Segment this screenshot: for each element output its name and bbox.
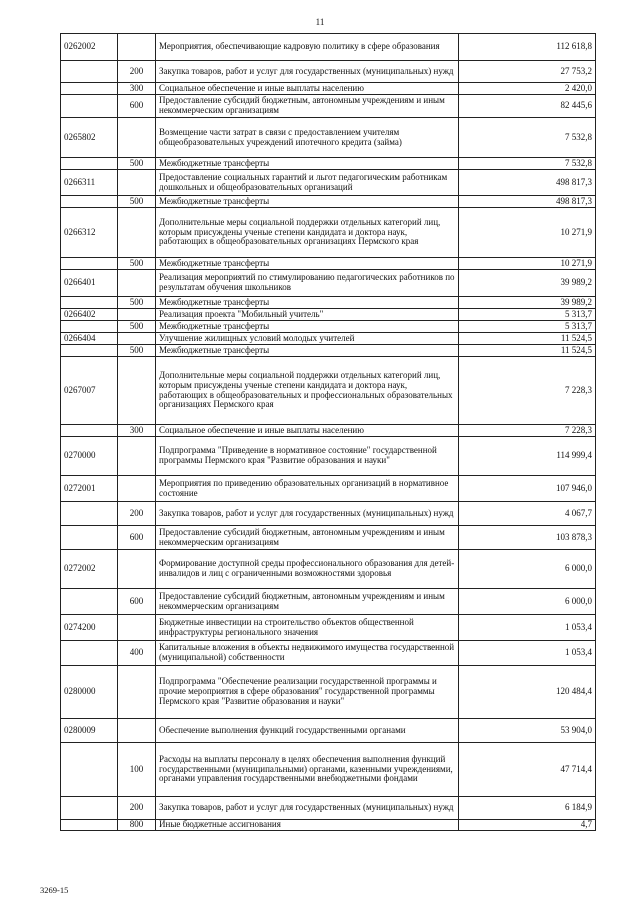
row-amount: 6 000,0 <box>459 550 596 589</box>
row-amount: 5 313,7 <box>459 321 596 333</box>
row-code <box>61 83 118 95</box>
row-code <box>61 61 118 83</box>
row-amount: 11 524,5 <box>459 333 596 345</box>
table-row <box>61 502 596 526</box>
table-row <box>61 666 596 719</box>
row-code: 0267007 <box>61 357 118 425</box>
row-amount: 10 271,9 <box>459 208 596 258</box>
row-name: Предоставление субсидий бюджетным, автономным учреждениям и иным некоммерческим организациям <box>156 526 459 550</box>
row-amount: 498 817,3 <box>459 196 596 208</box>
row-code <box>61 502 118 526</box>
row-name: Реализация проекта "Мобильный учитель" <box>156 309 459 321</box>
table-row <box>61 550 596 589</box>
page-number: 11 <box>315 17 325 27</box>
table-row <box>61 641 596 666</box>
row-code <box>61 425 118 437</box>
expense-type: 200 <box>118 797 156 820</box>
row-name: Расходы на выплаты персоналу в целях обеспечения выполнения функций государственными (муниципальными) органами, казенными учреждениями, органами управления государственными внебюджетными фондами <box>156 743 459 797</box>
row-code <box>61 297 118 309</box>
row-amount: 6 184,9 <box>459 797 596 820</box>
row-amount: 112 618,8 <box>459 34 596 61</box>
row-amount: 10 271,9 <box>459 258 596 270</box>
row-code <box>61 526 118 550</box>
table-row <box>61 425 596 437</box>
expense-type: 500 <box>118 158 156 170</box>
table-row <box>61 719 596 743</box>
table-row <box>61 321 596 333</box>
table-row <box>61 61 596 83</box>
row-name: Межбюджетные трансферты <box>156 321 459 333</box>
table-row <box>61 95 596 118</box>
row-amount: 53 904,0 <box>459 719 596 743</box>
table-row <box>61 158 596 170</box>
row-amount: 1 053,4 <box>459 615 596 641</box>
row-name: Межбюджетные трансферты <box>156 297 459 309</box>
row-code: 0266401 <box>61 270 118 297</box>
table-row <box>61 820 596 831</box>
row-code: 0274200 <box>61 615 118 641</box>
row-name: Бюджетные инвестиции на строительство объектов общественной инфраструктуры регионального значения <box>156 615 459 641</box>
row-code: 0266404 <box>61 333 118 345</box>
budget-table <box>60 33 596 831</box>
expense-type <box>118 270 156 297</box>
table-row <box>61 345 596 357</box>
row-amount: 11 524,5 <box>459 345 596 357</box>
row-code <box>61 158 118 170</box>
table-row <box>61 118 596 158</box>
table-row <box>61 208 596 258</box>
row-code <box>61 820 118 831</box>
expense-type <box>118 34 156 61</box>
row-name: Социальное обеспечение и иные выплаты населению <box>156 425 459 437</box>
row-code: 0272002 <box>61 550 118 589</box>
table-row <box>61 743 596 797</box>
table-row <box>61 437 596 476</box>
expense-type: 400 <box>118 641 156 666</box>
expense-type: 600 <box>118 589 156 615</box>
row-amount: 107 946,0 <box>459 476 596 502</box>
table-row <box>61 589 596 615</box>
expense-type: 200 <box>118 502 156 526</box>
expense-type: 300 <box>118 83 156 95</box>
row-code: 0262002 <box>61 34 118 61</box>
expense-type <box>118 666 156 719</box>
row-name: Подпрограмма "Обеспечение реализации государственной программы и прочие мероприятия в сфере образования" государственной программы Пермского края "Развитие образования и науки" <box>156 666 459 719</box>
table-row <box>61 258 596 270</box>
expense-type <box>118 357 156 425</box>
row-name: Предоставление субсидий бюджетным, автономным учреждениям и иным некоммерческим организациям <box>156 589 459 615</box>
row-name: Обеспечение выполнения функций государственными органами <box>156 719 459 743</box>
table-row <box>61 615 596 641</box>
row-name: Мероприятия по приведению образовательных организаций в нормативное состояние <box>156 476 459 502</box>
table-row <box>61 34 596 61</box>
row-name: Предоставление субсидий бюджетным, автономным учреждениям и иным некоммерческим организациям <box>156 95 459 118</box>
row-name: Предоставление социальных гарантий и льгот педагогическим работникам дошкольных и общеобразовательных организаций <box>156 170 459 196</box>
row-name: Закупка товаров, работ и услуг для государственных (муниципальных) нужд <box>156 61 459 83</box>
table-row <box>61 170 596 196</box>
table-row <box>61 297 596 309</box>
row-name: Межбюджетные трансферты <box>156 345 459 357</box>
expense-type: 300 <box>118 425 156 437</box>
expense-type: 800 <box>118 820 156 831</box>
row-name: Межбюджетные трансферты <box>156 196 459 208</box>
row-name: Дополнительные меры социальной поддержки отдельных категорий лиц, которым присуждены ученые степени кандидата и доктора наук, работающих в общеобразовательных организациях Пермского края <box>156 208 459 258</box>
expense-type <box>118 333 156 345</box>
expense-type <box>118 170 156 196</box>
document-code: 3269-15 <box>40 885 69 895</box>
row-code: 0265802 <box>61 118 118 158</box>
row-code: 0266312 <box>61 208 118 258</box>
expense-type <box>118 719 156 743</box>
row-name: Дополнительные меры социальной поддержки отдельных категорий лиц, которым присуждены ученые степени кандидата и доктора наук, работающих в общеобразовательных и профессиональных образовательных организациях Пермского края <box>156 357 459 425</box>
row-code: 0280009 <box>61 719 118 743</box>
row-amount: 7 532,8 <box>459 158 596 170</box>
row-amount: 5 313,7 <box>459 309 596 321</box>
row-name: Иные бюджетные ассигнования <box>156 820 459 831</box>
row-code <box>61 641 118 666</box>
row-amount: 1 053,4 <box>459 641 596 666</box>
row-amount: 7 532,8 <box>459 118 596 158</box>
row-code <box>61 743 118 797</box>
row-amount: 2 420,0 <box>459 83 596 95</box>
row-code <box>61 95 118 118</box>
row-amount: 39 989,2 <box>459 297 596 309</box>
table-row <box>61 196 596 208</box>
row-amount: 4 067,7 <box>459 502 596 526</box>
row-name: Закупка товаров, работ и услуг для государственных (муниципальных) нужд <box>156 502 459 526</box>
row-amount: 27 753,2 <box>459 61 596 83</box>
row-name: Подпрограмма "Приведение в нормативное состояние" государственной программы Пермского края "Развитие образования и науки" <box>156 437 459 476</box>
table-row <box>61 797 596 820</box>
expense-type: 200 <box>118 61 156 83</box>
row-amount: 114 999,4 <box>459 437 596 476</box>
row-amount: 4,7 <box>459 820 596 831</box>
table-row <box>61 83 596 95</box>
expense-type: 600 <box>118 526 156 550</box>
row-code <box>61 258 118 270</box>
row-code <box>61 196 118 208</box>
row-code: 0266311 <box>61 170 118 196</box>
expense-type <box>118 437 156 476</box>
row-name: Социальное обеспечение и иные выплаты населению <box>156 83 459 95</box>
expense-type <box>118 208 156 258</box>
expense-type <box>118 550 156 589</box>
row-amount: 498 817,3 <box>459 170 596 196</box>
row-amount: 6 000,0 <box>459 589 596 615</box>
row-amount: 103 878,3 <box>459 526 596 550</box>
row-amount: 47 714,4 <box>459 743 596 797</box>
expense-type: 500 <box>118 345 156 357</box>
expense-type: 100 <box>118 743 156 797</box>
expense-type: 500 <box>118 258 156 270</box>
table-row <box>61 333 596 345</box>
row-code: 0270000 <box>61 437 118 476</box>
row-name: Улучшение жилищных условий молодых учителей <box>156 333 459 345</box>
expense-type: 500 <box>118 297 156 309</box>
row-amount: 7 228,3 <box>459 357 596 425</box>
row-amount: 39 989,2 <box>459 270 596 297</box>
table-row <box>61 357 596 425</box>
expense-type <box>118 309 156 321</box>
row-code <box>61 797 118 820</box>
row-name: Капитальные вложения в объекты недвижимого имущества государственной (муниципальной) собственности <box>156 641 459 666</box>
expense-type: 500 <box>118 321 156 333</box>
expense-type: 600 <box>118 95 156 118</box>
row-amount: 120 484,4 <box>459 666 596 719</box>
expense-type <box>118 615 156 641</box>
budget-table-body <box>61 34 596 831</box>
row-code: 0272001 <box>61 476 118 502</box>
expense-type <box>118 118 156 158</box>
row-name: Реализация мероприятий по стимулированию педагогических работников по результатам обучения школьников <box>156 270 459 297</box>
row-code <box>61 589 118 615</box>
row-code: 0266402 <box>61 309 118 321</box>
row-code <box>61 345 118 357</box>
table-row <box>61 526 596 550</box>
table-row <box>61 309 596 321</box>
row-name: Формирование доступной среды профессионального образования для детей-инвалидов и лиц с ограниченными возможностями здоровья <box>156 550 459 589</box>
row-name: Закупка товаров, работ и услуг для государственных (муниципальных) нужд <box>156 797 459 820</box>
row-amount: 7 228,3 <box>459 425 596 437</box>
expense-type <box>118 476 156 502</box>
table-row <box>61 270 596 297</box>
table-row <box>61 476 596 502</box>
row-code: 0280000 <box>61 666 118 719</box>
row-name: Межбюджетные трансферты <box>156 158 459 170</box>
expense-type: 500 <box>118 196 156 208</box>
row-code <box>61 321 118 333</box>
row-name: Возмещение части затрат в связи с предоставлением учителям общеобразовательных учреждений ипотечного кредита (займа) <box>156 118 459 158</box>
row-name: Мероприятия, обеспечивающие кадровую политику в сфере образования <box>156 34 459 61</box>
row-amount: 82 445,6 <box>459 95 596 118</box>
row-name: Межбюджетные трансферты <box>156 258 459 270</box>
